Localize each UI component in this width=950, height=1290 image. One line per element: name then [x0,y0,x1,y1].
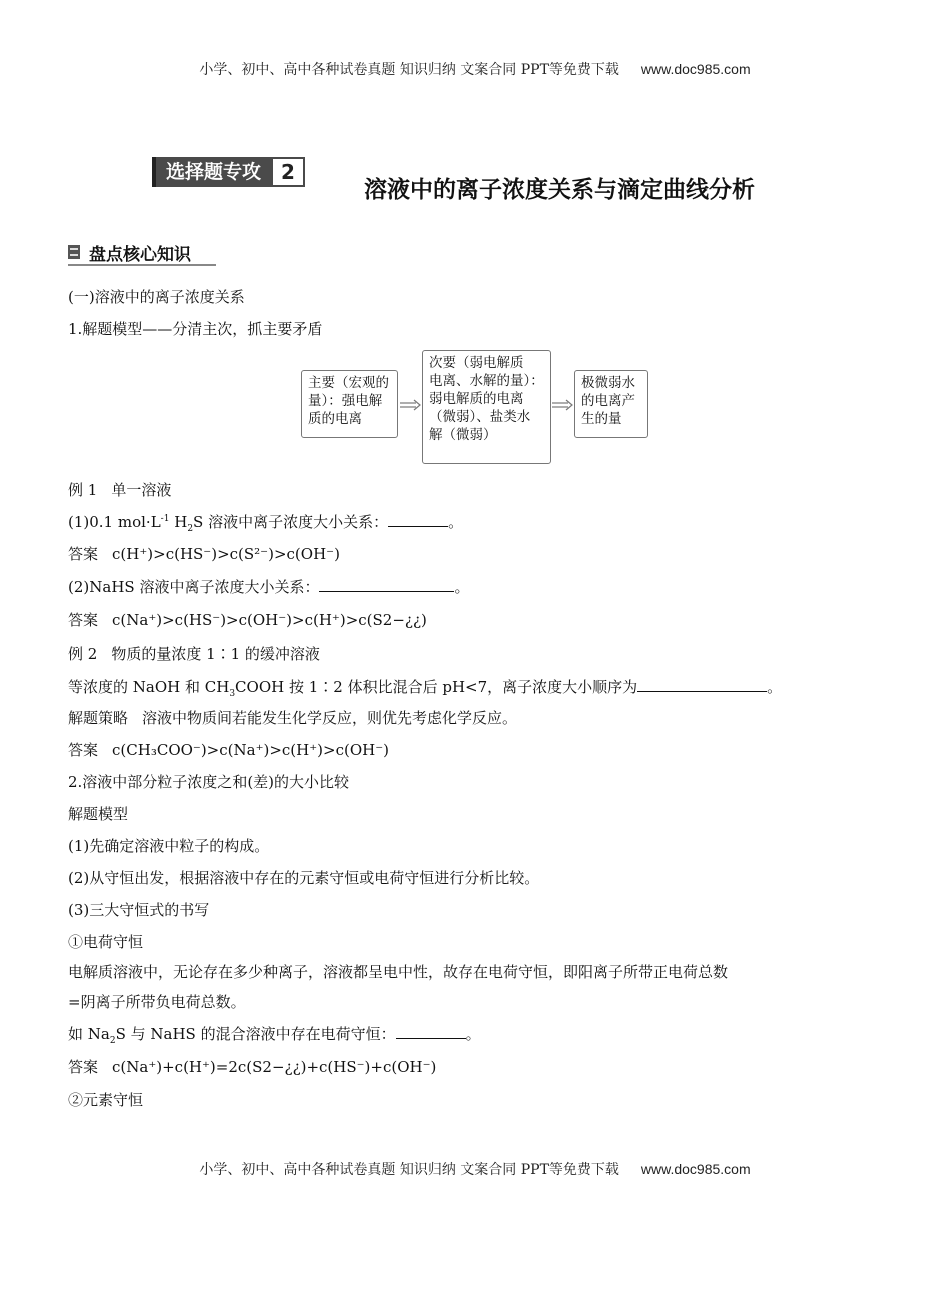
footer-url[interactable]: www.doc985.com [640,1161,751,1177]
flow-arrow-icon [400,399,422,411]
q4-end: 。 [465,1025,481,1043]
answer-4 [68,1057,436,1077]
flow-box-secondary-line: 弱电解质的电离 [429,391,524,407]
banner-label: 选择题专攻 [152,157,271,187]
model2-subheading: 解题模型 [68,805,129,823]
section-heading [68,240,216,266]
strategy-text: 溶液中物质间若能发生化学反应，则优先考虑化学反应。 [142,709,518,727]
flow-box-minor [574,370,648,438]
answer-blank[interactable] [388,512,448,527]
q3-text: COOH 按 1∶2 体积比混合后 pH<7，离子浓度大小顺序为 [235,678,638,696]
banner-number: 2 [271,157,305,187]
flow-box-secondary-line: 次要（弱电解质 [429,355,524,371]
answer-1 [68,544,340,564]
question-1 [68,512,463,532]
example-title: 单一溶液 [111,481,172,499]
flow-box-secondary-line: 解（微弱） [429,427,497,443]
q2-end: 。 [454,578,470,596]
element-balance-heading: ②元素守恒 [68,1091,144,1109]
strategy-label: 解题策略 [68,709,129,727]
flow-box-secondary-line: （微弱）、盐类水 [429,409,531,425]
answer-3 [68,740,389,760]
example-title: 物质的量浓度 1∶1 的缓冲溶液 [111,645,320,663]
q4-text: 如 Na [68,1025,110,1043]
q1-end: 。 [448,513,464,531]
answer-label: 答案 [68,1058,99,1076]
q1-exponent: -1 [160,514,170,524]
q1-prefix: (1)0.1 mol·L [68,513,161,531]
flow-box-primary-line: 量）：强电解 [308,393,383,409]
example-label: 例 2 [68,645,98,663]
page-title: 溶液中的离子浓度关系与滴定曲线分析 [364,177,755,203]
header-text: 小学、初中、高中各种试卷真题 知识归纳 文案合同 PPT等免费下载 [199,62,619,78]
charge-balance-heading: ①电荷守恒 [68,933,144,951]
answer-4-text: c(Na⁺)+c(H⁺)=2c(S2−¿¿)+c(HS⁻)+c(OH⁻) [112,1058,437,1076]
flow-box-secondary [422,350,551,464]
model2-heading: 2.溶液中部分粒子浓度之和(差)的大小比较 [68,773,350,791]
answer-2 [68,610,427,630]
flow-box-secondary-line: 电离、水解的量）： [429,373,544,389]
charge-balance-description: 电解质溶液中，无论存在多少种离子，溶液都呈电中性，故存在电荷守恒，即阳离子所带正电荷总数 [68,963,729,981]
footer-text: 小学、初中、高中各种试卷真题 知识归纳 文案合同 PPT等免费下载 [199,1162,619,1178]
charge-balance-description: =阴离子所带负电荷总数。 [68,993,246,1011]
answer-blank[interactable] [319,577,454,592]
question-4 [68,1024,481,1044]
answer-label: 答案 [68,545,99,563]
q3-end: 。 [767,678,783,696]
step-3: (3)三大守恒式的书写 [68,901,210,919]
question-2 [68,577,469,597]
q1-subscript: 2 [187,524,194,534]
question-3 [68,677,782,697]
q1-species: H [174,513,188,531]
answer-label: 答案 [68,611,99,629]
page-footer [0,1159,950,1179]
model1-heading: 1.解题模型——分清主次，抓主要矛盾 [68,320,323,338]
flow-box-primary-line: 主要（宏观的 [308,375,389,391]
answer-label: 答案 [68,741,99,759]
flow-box-minor-line: 生的量 [581,411,622,427]
section-heading-text: 盘点核心知识 [89,244,191,265]
step-2: (2)从守恒出发，根据溶液中存在的元素守恒或电荷守恒进行分析比较。 [68,869,540,887]
strategy [68,708,517,728]
topic-banner [152,157,305,187]
flow-box-minor-line: 极微弱水 [581,375,635,391]
example-2 [68,644,320,664]
flow-diagram [301,350,651,466]
step-1: (1)先确定溶液中粒子的构成。 [68,837,270,855]
answer-2-text: c(Na⁺)>c(HS⁻)>c(OH⁻)>c(H⁺)>c(S2−¿¿) [112,611,427,629]
answer-blank[interactable] [396,1024,466,1039]
q4-text: S 与 NaHS 的混合溶液中存在电荷守恒： [115,1025,396,1043]
document-icon [68,245,80,259]
flow-box-primary-line: 质的电离 [308,411,362,427]
example-1 [68,480,171,500]
flow-arrow-icon [552,399,574,411]
flow-box-primary [301,370,398,438]
answer-blank[interactable] [637,677,767,692]
answer-1-text: c(H⁺)>c(HS⁻)>c(S²⁻)>c(OH⁻) [112,545,340,563]
q3-subscript: 3 [229,689,236,699]
q3-text: 等浓度的 NaOH 和 CH [68,678,230,696]
part-heading: (一)溶液中的离子浓度关系 [68,288,245,306]
flow-box-minor-line: 的电离产 [581,393,635,409]
answer-3-text: c(CH₃COO⁻)>c(Na⁺)>c(H⁺)>c(OH⁻) [112,741,389,759]
q2-text: (2)NaHS 溶液中离子浓度大小关系： [68,578,320,596]
page-header [0,59,950,79]
example-label: 例 1 [68,481,98,499]
header-url[interactable]: www.doc985.com [640,61,751,77]
q1-text: S 溶液中离子浓度大小关系： [193,513,389,531]
q4-subscript: 2 [109,1036,116,1046]
